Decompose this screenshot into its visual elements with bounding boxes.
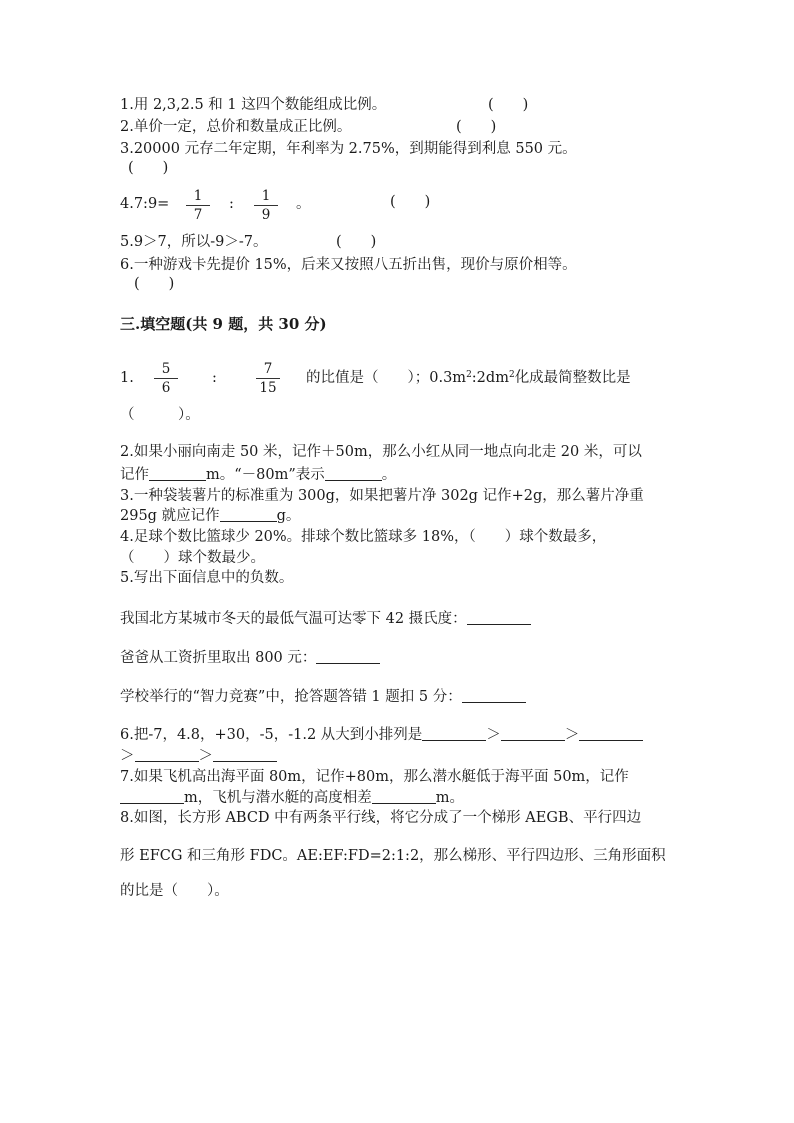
greater-than-sign: ＞ <box>120 748 135 764</box>
fill-q1-colon: : <box>212 370 217 386</box>
fill-q2-text: m。“－80m”表示 <box>206 467 325 483</box>
greater-than-sign: ＞ <box>198 748 213 764</box>
fill-q1-text <box>306 368 631 388</box>
fill-q5-title: 5.写出下面信息中的负数。 <box>120 570 294 586</box>
judge-q4-fraction-1 <box>186 188 210 223</box>
fill-q8-line3: 的比是（ ）。 <box>120 883 229 899</box>
judge-q4-prefix: 4.7:9= <box>120 196 170 212</box>
fill-q7-blank-2[interactable] <box>372 789 436 804</box>
fill-q6-blank-1[interactable] <box>422 726 486 741</box>
fill-q7-text: m，飞机与潜水艇的高度相差 <box>184 790 372 806</box>
fill-q5-item-3-text: 学校举行的“智力竞赛”中，抢答题答错 1 题扣 5 分： <box>120 689 462 705</box>
judge-q2 <box>120 117 351 137</box>
fraction-numerator: 5 <box>154 361 178 379</box>
judge-q4-end: 。 <box>296 196 311 212</box>
fill-q8-line2: 形 EFCG 和三角形 FDC。AE:EF:FD=2:1:2，那么梯形、平行四边形、三角形面积 <box>120 848 666 864</box>
judge-q5-answer-paren[interactable]: ( ) <box>336 234 377 250</box>
judge-q4-colon: : <box>229 196 234 212</box>
fill-q1-unit-text: :2dm <box>471 370 509 386</box>
fill-q1-fraction-2 <box>256 361 280 396</box>
fraction-denominator: 7 <box>193 207 203 223</box>
fill-q8-line1: 8.如图，长方形 ABCD 中有两条平行线，将它分成了一个梯形 AEGB、平行四边 <box>120 810 642 826</box>
fill-q2-blank-1[interactable] <box>149 466 206 481</box>
fill-q3-end: g。 <box>276 508 301 524</box>
superscript-2: 2 <box>508 370 515 380</box>
fill-q5-item-1 <box>120 609 531 629</box>
fill-q1-fraction-1 <box>154 361 178 396</box>
fill-q1-ratio-value-text: 的比值是（ ）；0.3m <box>306 370 467 386</box>
fill-q1-answer-line[interactable]: （ ）。 <box>120 407 200 423</box>
judge-q3-text: 3.20000 元存二年定期，年利率为 2.75%，到期能得到利息 550 元。 <box>120 141 577 157</box>
greater-than-sign: ＞ <box>486 727 501 743</box>
fraction-numerator: 1 <box>186 188 210 206</box>
judge-q6-answer-paren[interactable]: ( ) <box>134 276 175 292</box>
fill-q2-line2 <box>120 465 396 485</box>
fill-q5-blank-2[interactable] <box>316 649 380 664</box>
fill-q3-line2 <box>120 506 300 526</box>
fill-q5-blank-1[interactable] <box>467 610 531 625</box>
fill-q6-blank-2[interactable] <box>501 726 565 741</box>
fill-q7-line1: 7.如果飞机高出海平面 80m，记作+80m，那么潜水艇低于海平面 50m，记作 <box>120 769 629 785</box>
judge-q1-answer-paren[interactable]: ( ) <box>488 97 529 113</box>
fraction-denominator: 9 <box>261 207 271 223</box>
judge-q1 <box>120 95 386 115</box>
fill-q5-blank-3[interactable] <box>462 688 526 703</box>
fraction-denominator: 6 <box>161 380 171 396</box>
fill-q4-line1: 4.足球个数比篮球少 20%。排球个数比篮球多 18%，（ ）球个数最多， <box>120 529 607 545</box>
fill-q2-line1: 2.如果小丽向南走 50 米，记作＋50m，那么小红从同一地点向北走 20 米，可以 <box>120 444 642 460</box>
judge-q4-fraction-2 <box>254 188 278 223</box>
fill-q2-end: 。 <box>381 467 397 483</box>
greater-than-sign: ＞ <box>564 727 580 743</box>
fill-q6-line1 <box>120 725 643 745</box>
fill-q7-end: m。 <box>435 790 464 806</box>
judge-q3-answer-paren[interactable]: ( ) <box>128 160 169 176</box>
judge-q6-text: 6.一种游戏卡先提价 15%，后来又按照八五折出售，现价与原价相等。 <box>120 257 577 273</box>
fill-q1-simplify-text: 化成最简整数比是 <box>514 370 631 386</box>
fill-q3-line1: 3.一种袋装薯片的标准重为 300g，如果把薯片净 302g 记作+2g，那么薯片净重 <box>120 488 644 504</box>
fill-q2-blank-2[interactable] <box>325 466 382 481</box>
fill-q5-item-2 <box>120 648 380 668</box>
judge-q1-text: 1.用 2,3,2.5 和 1 这四个数能组成比例。 <box>120 97 387 113</box>
fraction-numerator: 1 <box>254 188 278 206</box>
fill-q3-label: 295g 就应记作 <box>120 508 220 524</box>
fraction-numerator: 7 <box>256 361 280 379</box>
fill-q2-label: 记作 <box>120 467 149 483</box>
fill-q1-prefix: 1. <box>120 370 134 386</box>
fill-q5-item-2-text: 爸爸从工资折里取出 800 元： <box>120 650 317 666</box>
judge-q4-answer-paren[interactable]: ( ) <box>390 194 431 210</box>
fill-q6-text: 6.把-7，4.8，+30，-5，-1.2 从大到小排列是 <box>120 727 423 743</box>
fraction-denominator: 15 <box>259 380 277 396</box>
judge-q5-text: 5.9＞7，所以-9＞-7。 <box>120 234 268 250</box>
fill-q5-item-1-text: 我国北方某城市冬天的最低气温可达零下 42 摄氏度： <box>120 611 467 627</box>
fill-q4-line2: （ ）球个数最少。 <box>120 550 265 566</box>
fill-q5-item-3 <box>120 687 526 707</box>
fill-q6-line2 <box>120 746 277 766</box>
fill-q3-blank[interactable] <box>220 507 277 522</box>
section-title: 三.填空题(共 9 题，共 30 分) <box>120 315 327 333</box>
judge-q2-answer-paren[interactable]: ( ) <box>456 119 497 135</box>
superscript-2: 2 <box>466 370 472 380</box>
fill-q6-blank-3[interactable] <box>579 726 643 741</box>
fill-q6-blank-5[interactable] <box>213 747 277 762</box>
fill-q6-blank-4[interactable] <box>135 747 199 762</box>
judge-q2-text: 2.单价一定，总价和数量成正比例。 <box>120 119 352 135</box>
fill-q7-blank-1[interactable] <box>120 789 184 804</box>
fill-q7-line2 <box>120 788 464 808</box>
